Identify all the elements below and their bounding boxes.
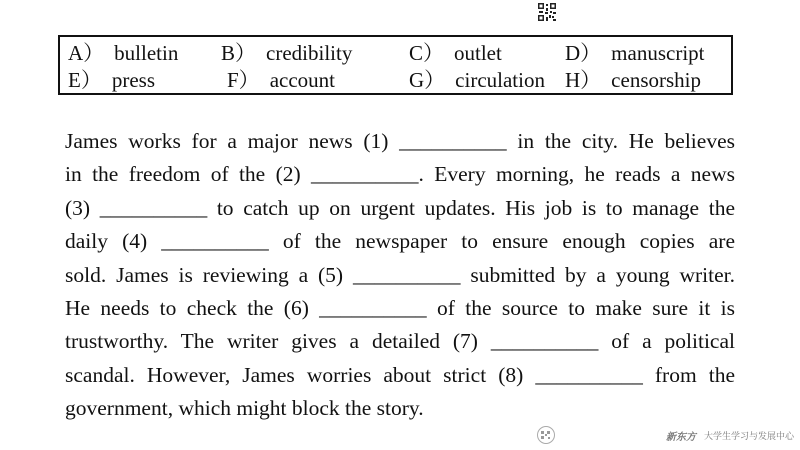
option-letter: F）	[227, 68, 260, 92]
passage-line: He needs to check the (6) __________ of the source to make sure it is	[65, 296, 735, 321]
option-letter: D）	[565, 41, 602, 65]
passage-line: James works for a major news (1) __________ in the city. He believes	[65, 129, 735, 153]
option-f	[227, 70, 335, 91]
option-c	[409, 43, 502, 64]
option-e	[68, 70, 155, 91]
passage-line: scandal. However, James worries about strict (8) __________ from the	[65, 362, 735, 387]
option-word: bulletin	[114, 41, 179, 65]
option-word: outlet	[454, 41, 502, 65]
option-word: credibility	[266, 41, 353, 65]
passage-line: sold. James is reviewing a (5) __________ submitted by a young writer.	[65, 262, 735, 287]
option-letter: B）	[221, 41, 257, 65]
option-a	[68, 43, 178, 64]
footer-caption: 大学生学习与发展中心	[704, 432, 795, 442]
option-word: press	[111, 68, 155, 92]
option-word: manuscript	[611, 41, 705, 65]
option-word: account	[269, 68, 335, 92]
option-h	[565, 70, 701, 91]
option-letter: G）	[409, 68, 446, 92]
option-letter: A）	[68, 41, 105, 65]
option-letter: C）	[409, 41, 445, 65]
option-b	[221, 43, 352, 64]
word-bank	[58, 35, 733, 95]
option-word: circulation	[455, 68, 545, 92]
passage-line: daily (4) __________ of the newspaper to ensure enough copies are	[65, 229, 735, 254]
cloze-passage	[65, 125, 735, 426]
option-letter: H）	[565, 68, 602, 92]
qr-code-icon	[537, 2, 557, 22]
option-g	[409, 70, 545, 91]
option-word: censorship	[611, 68, 701, 92]
brand-logo: 新东方	[666, 432, 696, 443]
option-letter: E）	[68, 68, 102, 92]
passage-line: government, which might block the story.	[65, 396, 424, 421]
passage-line: (3) __________ to catch up on urgent updates. His job is to manage the	[65, 195, 735, 220]
passage-line: in the freedom of the (2) __________. Every morning, he reads a news	[65, 162, 735, 187]
option-d	[565, 43, 704, 64]
wechat-qr-icon	[533, 425, 559, 445]
passage-line: trustworthy. The writer gives a detailed (7) __________ of a political	[65, 329, 735, 354]
